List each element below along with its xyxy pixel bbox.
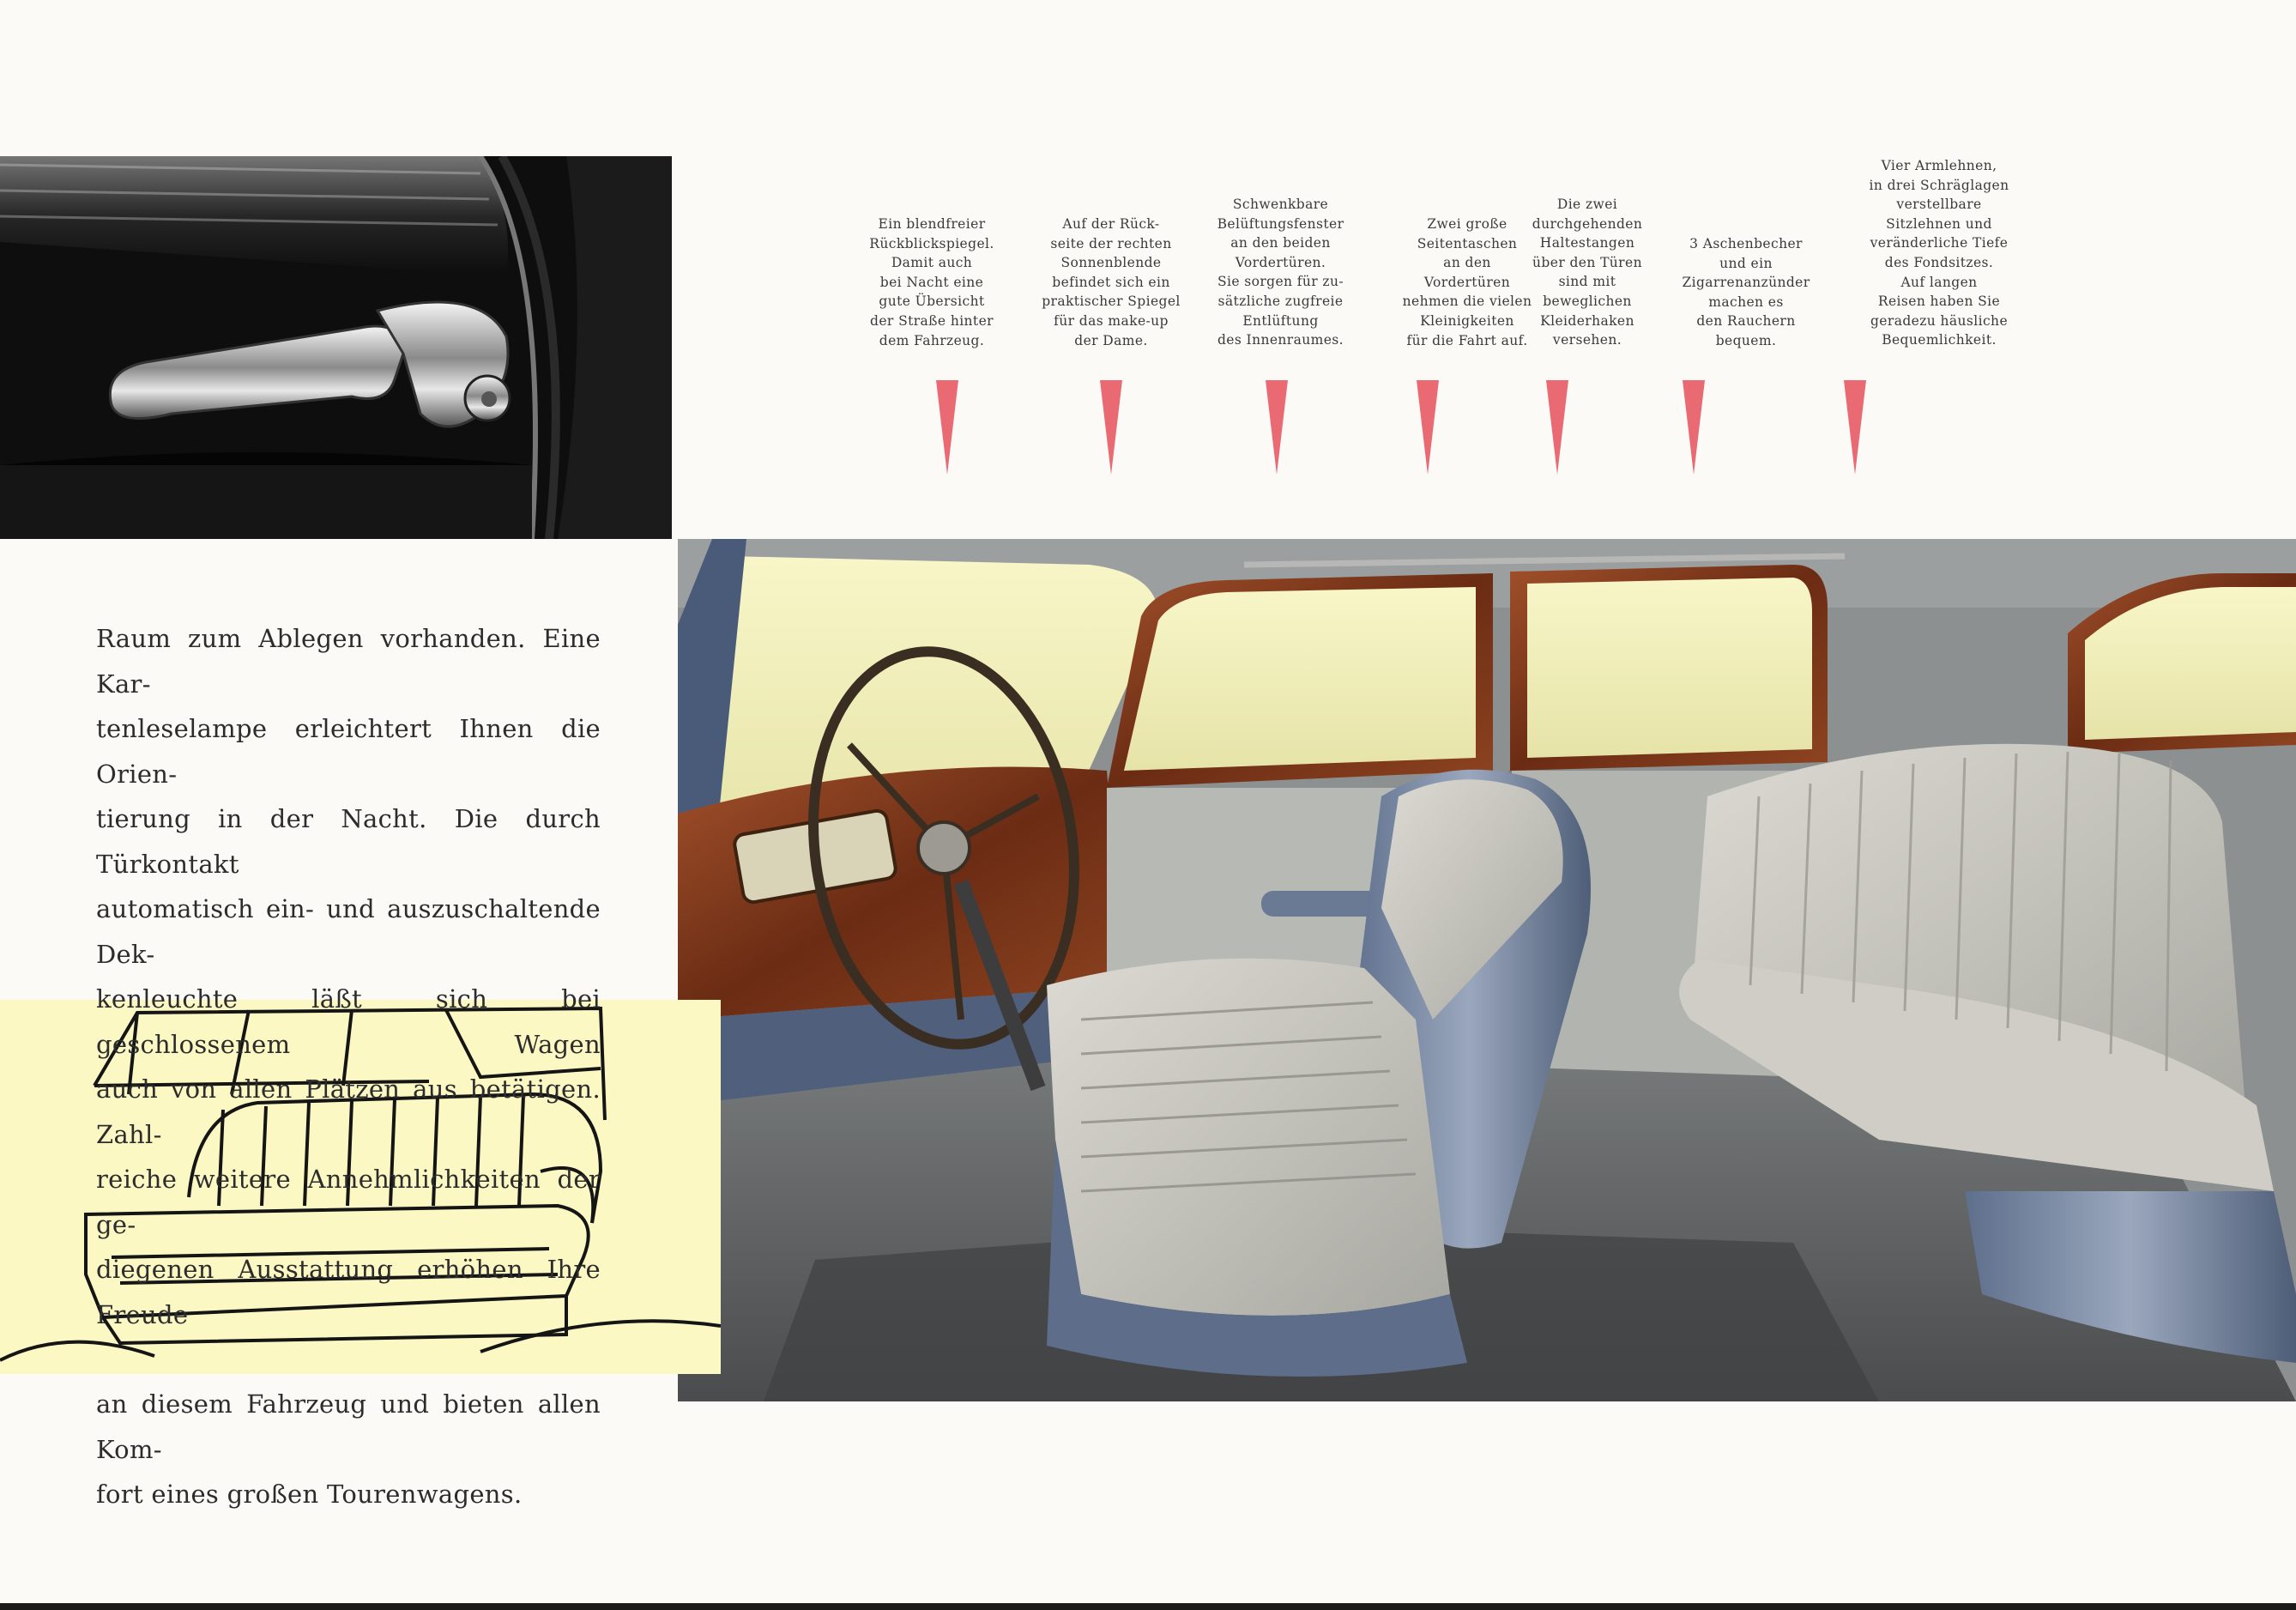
body-line: diegenen Ausstattung erhöhen Ihre Freude xyxy=(96,1255,601,1329)
interior-artwork xyxy=(678,539,2296,1401)
body-line: tenleselampe erleichtert Ihnen die Orien- xyxy=(96,714,601,789)
body-line: Raum zum Ablegen vorhanden. Eine Kar- xyxy=(96,624,601,699)
body-text-upper xyxy=(96,616,601,1337)
body-line: automatisch ein- und auszuschaltende Dek- xyxy=(96,894,601,969)
body-line: an diesem Fahrzeug und bieten allen Kom- xyxy=(96,1389,601,1464)
caption-pointer-4 xyxy=(1417,380,1439,475)
caption-pointer-7 xyxy=(1844,380,1866,475)
caption-ashtrays: 3 Aschenbecher und ein Zigarrenanzünder machen es den Rauchern bequem. xyxy=(1682,236,1810,348)
caption-door-pockets: Zwei große Seitentaschen an den Vordertüren nehmen die vielen Kleinigkeiten für die Fahrt auf. xyxy=(1402,216,1532,348)
body-line: tierung in der Nacht. Die durch Türkontakt xyxy=(96,804,601,879)
body-text-lower xyxy=(96,1382,601,1517)
door-handle-photo xyxy=(0,156,672,539)
body-line: kenleuchte läßt sich bei geschlossenem Wagen xyxy=(96,984,601,1059)
body-line: reiche weitere Annehmlichkeiten der ge- xyxy=(96,1165,601,1239)
caption-pointer-6 xyxy=(1683,380,1705,475)
caption-pointer-5 xyxy=(1546,380,1568,475)
caption-pointer-3 xyxy=(1266,380,1288,475)
body-line: fort eines großen Tourenwagens. xyxy=(96,1480,523,1509)
page-bottom-edge xyxy=(0,1603,2296,1610)
caption-pointer-2 xyxy=(1100,380,1122,475)
caption-pointer-1 xyxy=(936,380,958,475)
caption-sun-visor-mirror: Auf der Rück- seite der rechten Sonnenblende befindet sich ein praktischer Spiegel für das make-up der Dame. xyxy=(1042,216,1181,348)
body-line: auch von allen Plätzen aus betätigen. Zahl- xyxy=(96,1074,601,1149)
caption-vent-windows: Schwenkbare Belüftungsfenster an den beiden Vordertüren. Sie sorgen für zu- sätzliche zugfreie Entlüftung des Innenraumes. xyxy=(1217,197,1344,348)
caption-armrests: Vier Armlehnen, in drei Schräglagen verstellbare Sitzlehnen und veränderliche Tiefe des Fondsitzes. Auf langen Reisen haben Sie geradezu häusliche Bequemlichkeit. xyxy=(1869,158,2009,348)
caption-grab-rails: Die zwei durchgehenden Haltestangen über den Türen sind mit beweglichen Kleiderhaken versehen. xyxy=(1532,197,1643,348)
caption-rear-mirror: Ein blendfreier Rückblickspiegel. Damit auch bei Nacht eine gute Übersicht der Straße hinter dem Fahrzeug. xyxy=(869,216,994,348)
door-handle-illustration xyxy=(0,156,672,539)
car-interior-illustration xyxy=(678,539,2296,1401)
